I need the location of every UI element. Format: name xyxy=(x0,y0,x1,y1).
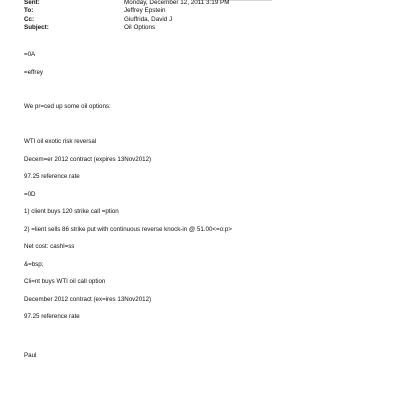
cc-value: Giuffrida, David J xyxy=(124,16,173,23)
to-value: Jeffrey Epstein xyxy=(124,7,166,14)
signature: Paul xyxy=(24,352,37,359)
subject-label: Subject: xyxy=(24,24,49,31)
subject-value: Oil Options xyxy=(124,24,156,31)
sent-value: Monday, December 12, 2011 3:19 PM xyxy=(124,0,230,6)
body-line-7: 1) client buys 120 strike call =ption xyxy=(24,208,119,215)
body-line-3: WTI oil exotic risk reversal xyxy=(24,138,97,145)
body-line-12: December 2012 contract (ex=ires 13Nov2012) xyxy=(24,296,152,303)
cc-label: Cc: xyxy=(24,16,35,23)
body-line-8: 2) =lient sells 86 strike put with continuous reverse knock-in @ 51.00<=o:p> xyxy=(24,226,232,233)
body-line-9: Net cost: cashl=ss xyxy=(24,243,75,250)
body-line-5: 97.25 reference rate xyxy=(24,173,80,180)
body-line-10: &=bsp; xyxy=(24,261,44,268)
body-line-1: =effrey xyxy=(24,69,43,76)
body-line-6: =0D xyxy=(24,191,36,198)
body-line-4: Decem=er 2012 contract (expires 13Nov2012) xyxy=(24,156,152,163)
body-line-13: 97.25 reference rate xyxy=(24,313,80,320)
body-line-11: Cli=nt buys WTI oil call option xyxy=(24,278,106,285)
to-label: To: xyxy=(24,7,34,14)
sent-label: Sent: xyxy=(24,0,40,6)
body-line-0: =0A xyxy=(24,51,36,58)
body-line-2: We pr=ced up some oil options: xyxy=(24,103,111,110)
